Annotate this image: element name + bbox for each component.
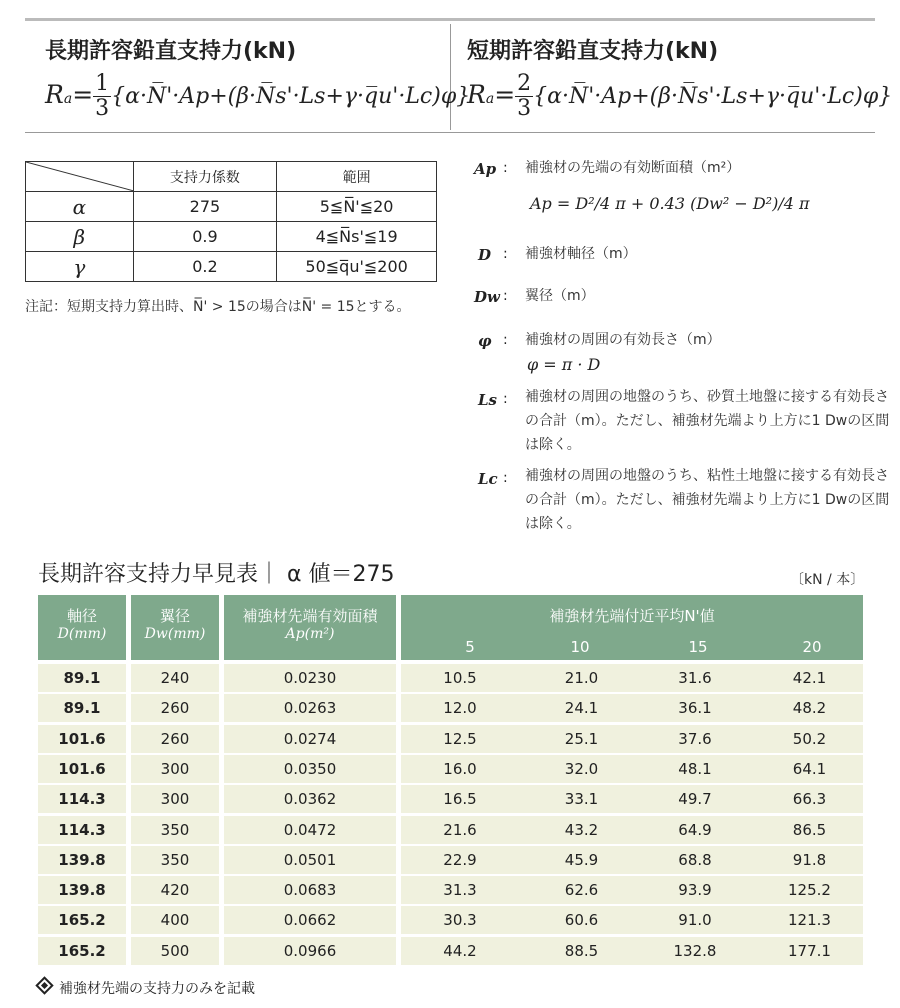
header-area-label: 補強材先端有効面積: [242, 607, 378, 625]
cell-bearing-capacity: 33.1: [564, 790, 599, 808]
short-term-formula: Ra= $\frac{2}{3}$ {α·N̅'·Ap+(β·N̅s'·Ls+γ·q̅u'·Lc)φ}: [467, 71, 893, 121]
def-text-ap: 補強材の先端の有効断面積（m²）: [525, 160, 741, 176]
def-formula-phi: φ = π · D: [527, 355, 601, 374]
cell-bearing-capacity: 86.5: [792, 821, 827, 839]
cell-wing-diameter: 400: [160, 911, 190, 929]
cell-bearing-capacity: 32.0: [564, 760, 599, 778]
header-n-value: 5: [465, 638, 475, 656]
def-text-d: 補強材軸径（m）: [525, 246, 637, 262]
header-wing-label: 翼径: [159, 607, 190, 625]
long-formula-expression: {α·N̅'·Ap+(β·N̅s'·Ls+γ·q̅u'·Lc)φ}: [111, 84, 471, 109]
cell-effective-area: 0.0472: [283, 821, 337, 839]
cell-shaft-diameter: 139.8: [58, 851, 106, 869]
cell-wing-diameter: 260: [160, 699, 190, 717]
def-text-lc: 補強材の周囲の地盤のうち、粘性土地盤に接する有効長さの合計（m）。ただし、補強材先端より上方に1 Dwの区間は除く。: [525, 468, 890, 532]
cell-bearing-capacity: 12.0: [443, 699, 477, 717]
long-coef-denominator: 3: [95, 96, 110, 121]
cell-bearing-capacity: 36.1: [678, 699, 712, 717]
cell-effective-area: 0.0350: [283, 760, 337, 778]
cell-shaft-diameter: 89.1: [63, 669, 101, 687]
cell-bearing-capacity: 21.0: [564, 669, 599, 687]
cell-bearing-capacity: 16.5: [443, 790, 477, 808]
header-n-value: 15: [688, 638, 708, 656]
cell-wing-diameter: 260: [160, 730, 190, 748]
cell-bearing-capacity: 62.6: [564, 881, 599, 899]
cell-shaft-diameter: 101.6: [58, 730, 106, 748]
cell-shaft-diameter: 101.6: [58, 760, 106, 778]
cell-effective-area: 0.0683: [283, 881, 337, 899]
cell-bearing-capacity: 48.1: [678, 760, 712, 778]
header-shaft-unit: D(mm): [57, 626, 107, 642]
long-coef-numerator: 1: [95, 71, 110, 96]
cell-bearing-capacity: 60.6: [564, 911, 599, 929]
cell-effective-area: 0.0274: [283, 730, 337, 748]
coefficient-symbol: γ: [26, 252, 134, 282]
def-colon: :: [503, 332, 508, 348]
header-shaft-label: 軸径: [66, 607, 97, 625]
cell-bearing-capacity: 88.5: [564, 942, 599, 960]
cell-bearing-capacity: 43.2: [564, 821, 599, 839]
footnote: [38, 978, 255, 998]
diamond-icon: [35, 976, 53, 994]
short-term-formula-title: 短期許容鉛直支持力(kN): [467, 39, 719, 64]
coefficient-value: 0.9: [133, 222, 277, 252]
header-wing-unit: Dw(mm): [144, 626, 206, 642]
cell-bearing-capacity: 49.7: [678, 790, 712, 808]
long-term-formula: Ra= $\frac{1}{3}$ {α·N̅'·Ap+(β·N̅s'·Ls+γ·q̅u'·Lc)φ}: [45, 71, 471, 121]
coefficient-header-range: 範囲: [277, 162, 437, 192]
cell-effective-area: 0.0263: [283, 699, 337, 717]
def-colon: :: [503, 391, 508, 407]
cell-bearing-capacity: 64.9: [678, 821, 712, 839]
cell-shaft-diameter: 165.2: [58, 911, 106, 929]
cell-shaft-diameter: 139.8: [58, 881, 106, 899]
coefficient-range: 4≦N̅s'≦19: [277, 222, 437, 252]
def-symbol-lc: Lc: [478, 470, 498, 488]
cell-bearing-capacity: 50.2: [792, 730, 827, 748]
cell-bearing-capacity: 21.6: [443, 821, 477, 839]
def-formula-ap: Ap = D²/4 π + 0.43 (Dw² − D²)/4 π: [530, 194, 810, 213]
cell-bearing-capacity: 121.3: [788, 911, 831, 929]
short-coef-denominator: 3: [517, 96, 532, 121]
cell-bearing-capacity: 64.1: [792, 760, 827, 778]
cell-bearing-capacity: 132.8: [673, 942, 717, 960]
def-symbol-dw: Dw: [474, 288, 500, 306]
cell-shaft-diameter: 89.1: [63, 699, 101, 717]
cell-bearing-capacity: 66.3: [792, 790, 827, 808]
cell-bearing-capacity: 177.1: [788, 942, 831, 960]
coefficient-symbol: β: [26, 222, 134, 252]
cell-bearing-capacity: 10.5: [443, 669, 477, 687]
cell-bearing-capacity: 16.0: [443, 760, 477, 778]
cell-shaft-diameter: 114.3: [58, 790, 106, 808]
cell-bearing-capacity: 91.0: [678, 911, 712, 929]
header-n-value: 10: [570, 638, 590, 656]
def-symbol-d: D: [478, 246, 492, 264]
cell-bearing-capacity: 42.1: [792, 669, 827, 687]
footnote-text: 補強材先端の支持力のみを記載: [59, 981, 255, 997]
cell-bearing-capacity: 48.2: [792, 699, 827, 717]
def-text-dw: 翼径（m）: [525, 288, 595, 304]
cell-bearing-capacity: 44.2: [443, 942, 477, 960]
cell-bearing-capacity: 125.2: [788, 881, 831, 899]
cell-wing-diameter: 300: [160, 790, 190, 808]
cell-wing-diameter: 350: [160, 821, 190, 839]
cell-bearing-capacity: 91.8: [792, 851, 827, 869]
cell-bearing-capacity: 25.1: [564, 730, 599, 748]
cell-wing-diameter: 300: [160, 760, 190, 778]
quick-table-title: 長期許容支持力早見表｜ α 値＝275: [38, 562, 395, 587]
def-symbol-ls: Ls: [478, 391, 497, 409]
cell-bearing-capacity: 45.9: [564, 851, 599, 869]
def-symbol-phi: φ: [478, 332, 492, 350]
def-text-phi: 補強材の周囲の有効長さ（m）: [525, 332, 721, 348]
cell-effective-area: 0.0230: [283, 669, 337, 687]
cell-bearing-capacity: 12.5: [443, 730, 477, 748]
cell-wing-diameter: 240: [160, 669, 190, 687]
def-colon: :: [503, 246, 508, 262]
cell-bearing-capacity: 68.8: [678, 851, 712, 869]
coefficient-value: 275: [133, 192, 277, 222]
cell-bearing-capacity: 31.3: [443, 881, 477, 899]
cell-shaft-diameter: 165.2: [58, 942, 106, 960]
def-text-ls: 補強材の周囲の地盤のうち、砂質土地盤に接する有効長さの合計（m）。ただし、補強材先端より上方に1 Dwの区間は除く。: [525, 389, 890, 453]
short-coef-numerator: 2: [517, 71, 532, 96]
cell-wing-diameter: 350: [160, 851, 190, 869]
cell-effective-area: 0.0966: [283, 942, 337, 960]
cell-bearing-capacity: 24.1: [564, 699, 599, 717]
cell-shaft-diameter: 114.3: [58, 821, 106, 839]
coefficient-value: 0.2: [133, 252, 277, 282]
cell-bearing-capacity: 37.6: [678, 730, 712, 748]
cell-wing-diameter: 420: [160, 881, 190, 899]
coefficient-note: 注記：短期支持力算出時、N̅' > 15の場合はN̅' = 15とする。: [25, 299, 411, 315]
cell-bearing-capacity: 22.9: [443, 851, 477, 869]
short-formula-expression: {α·N̅'·Ap+(β·N̅s'·Ls+γ·q̅u'·Lc)φ}: [533, 84, 893, 109]
cell-effective-area: 0.0662: [283, 911, 337, 929]
def-colon: :: [503, 160, 508, 176]
coefficient-header-value: 支持力係数: [133, 162, 277, 192]
coefficient-symbol: α: [26, 192, 134, 222]
header-average-n-label: 補強材先端付近平均N'値: [549, 607, 715, 625]
def-colon: :: [503, 470, 508, 486]
cell-effective-area: 0.0501: [283, 851, 337, 869]
def-colon: :: [503, 288, 508, 304]
coefficient-range: 5≦N̅'≦20: [277, 192, 437, 222]
quick-table-unit: 〔kN / 本〕: [790, 572, 865, 588]
cell-wing-diameter: 500: [160, 942, 190, 960]
cell-effective-area: 0.0362: [283, 790, 337, 808]
header-area-unit: Ap(m²): [285, 626, 335, 642]
cell-bearing-capacity: 31.6: [678, 669, 712, 687]
long-term-formula-title: 長期許容鉛直支持力(kN): [45, 39, 297, 64]
coefficient-range: 50≦q̅u'≦200: [277, 252, 437, 282]
header-n-value: 20: [802, 638, 822, 656]
cell-bearing-capacity: 30.3: [443, 911, 477, 929]
cell-bearing-capacity: 93.9: [678, 881, 712, 899]
def-symbol-ap: Ap: [474, 160, 497, 178]
